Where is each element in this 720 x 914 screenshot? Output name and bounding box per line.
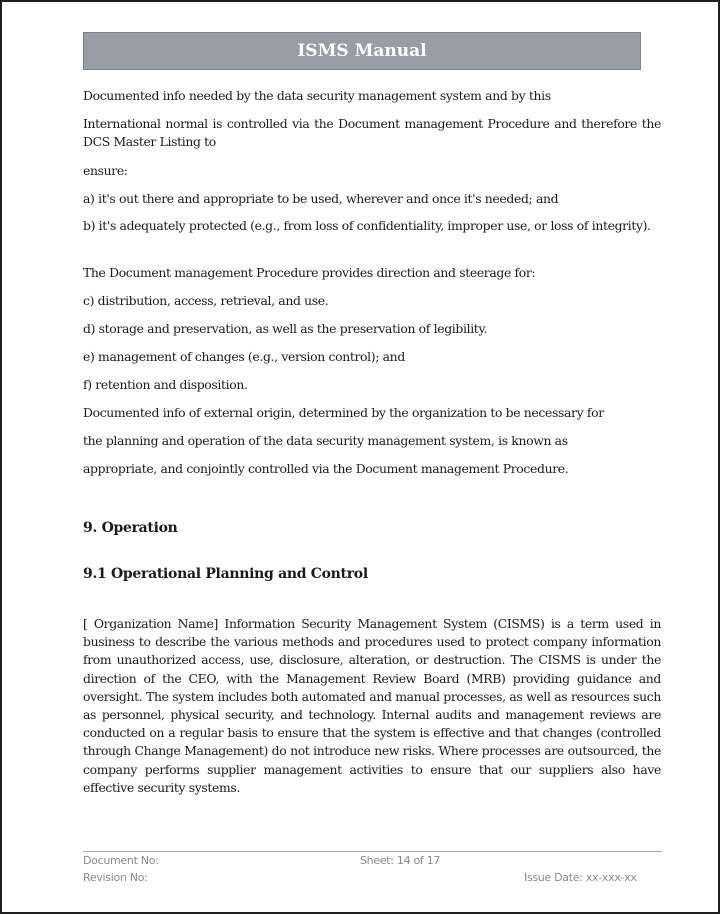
document-title-bar <box>83 32 641 70</box>
footer-sheet: Sheet: 14 of 17 <box>360 854 441 867</box>
paragraph: International normal is controlled via the Document management Procedure and therefore the DCS Master Listing to <box>83 116 661 150</box>
section-heading: 9. Operation <box>83 520 178 536</box>
paragraph: Documented info needed by the data security management system and by this <box>83 88 551 103</box>
paragraph-line: the planning and operation of the data security management system, is known as <box>83 433 568 448</box>
list-item: f) retention and disposition. <box>83 377 248 392</box>
list-item: d) storage and preservation, as well as the preservation of legibility. <box>83 321 488 336</box>
footer-document-no: Document No: <box>83 854 159 867</box>
footer-issue-date: Issue Date: xx-xxx-xx <box>524 871 637 884</box>
section-paragraph: [ Organization Name] Information Security Management System (CISMS) is a term used in business to describe the various methods and procedures used to protect company information from unauthorized access, use, disclosure, alteration, or destruction. The CISMS is under the direction of the CEO, with the Management Review Board (MRB) providing guidance and oversight. The system includes both automated and manual processes, as well as resources such as personnel, physical security, and technology. Internal audits and management reviews are conducted on a regular basis to ensure that the system is effective and that changes (controlled through Change Management) do not introduce new risks. Where processes are outsourced, the company performs supplier management activities to ensure that our suppliers also have effective security systems. <box>83 616 661 795</box>
paragraph-line: appropriate, and conjointly controlled via the Document management Procedure. <box>83 461 569 476</box>
subsection-heading: 9.1 Operational Planning and Control <box>83 566 368 582</box>
paragraph: ensure: <box>83 163 128 178</box>
footer-revision-no: Revision No: <box>83 871 148 884</box>
footer-divider <box>83 851 662 852</box>
paragraph: The Document management Procedure provides direction and steerage for: <box>83 265 536 280</box>
list-item: a) it's out there and appropriate to be used, wherever and once it's needed; and <box>83 191 559 206</box>
paragraph-line: Documented info of external origin, determined by the organization to be necessary for <box>83 405 604 420</box>
list-item: c) distribution, access, retrieval, and use. <box>83 293 329 308</box>
list-item: b) it's adequately protected (e.g., from loss of confidentiality, improper use, or loss of integrity). <box>83 218 651 233</box>
document-title: ISMS Manual <box>297 41 427 61</box>
list-item: e) management of changes (e.g., version control); and <box>83 349 405 364</box>
